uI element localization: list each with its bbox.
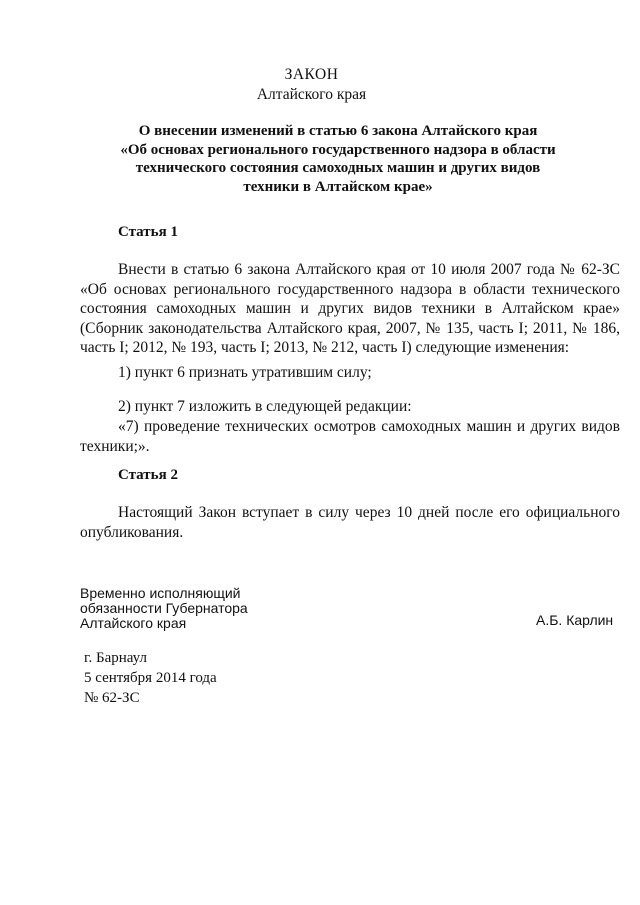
law-title [108, 122, 568, 196]
region-label: Алтайского края [256, 86, 367, 103]
signatory-name: А.Б. Карлин [536, 612, 614, 628]
signatory-position-line: Алтайского края [80, 615, 187, 631]
law-number-label: № 62-ЗС [84, 690, 140, 706]
article-1-item-2-text-line: техники;». [80, 437, 150, 455]
law-title-line: О внесении изменений в статью 6 закона Алтайского края [138, 123, 538, 139]
signatory-position-line: Временно исполняющий [80, 585, 241, 601]
article-2-text-line: опубликования. [80, 523, 184, 541]
article-2-text-line: Настоящий Закон вступает в силу через 10 дней после его официального [118, 504, 620, 521]
signatory-position-line: обязанности Губернатора [80, 600, 248, 616]
law-title-line: «Об основах регионального государственного надзора в области [120, 141, 556, 158]
article-1-intro-line: Внести в статью 6 закона Алтайского края от 10 июля 2007 года № 62-ЗС [118, 261, 620, 278]
article-1-heading: Статья 1 [118, 224, 178, 240]
article-1-item-1: 1) пункт 6 признать утратившим силу; [118, 364, 372, 381]
article-1-intro-line: (Сборник законодательства Алтайского края, 2007, № 135, часть I; 2011, № 186, [80, 319, 620, 337]
article-2-text [80, 503, 620, 542]
law-title-line: технического состояния самоходных машин и других видов [135, 160, 541, 176]
article-2-heading: Статья 2 [118, 467, 178, 483]
article-1-intro-line: «Об основах регионального государственного надзора в области технического [80, 280, 620, 298]
date-label: 5 сентября 2014 года [84, 670, 217, 686]
city-label: г. Барнаул [84, 650, 147, 666]
article-1-intro [80, 260, 620, 358]
article-1-intro-line: часть I; 2012, № 193, часть I; 2013, № 212, часть I) следующие изменения: [80, 339, 570, 356]
article-1-intro-line: состояния самоходных машин и других видов техники в Алтайском крае» [80, 300, 620, 317]
signatory-position [80, 586, 248, 631]
article-1-item-2-text [80, 417, 620, 456]
place-date-number [84, 648, 217, 708]
law-label: ЗАКОН [284, 66, 339, 83]
article-1-item-2: 2) пункт 7 изложить в следующей редакции: [118, 398, 412, 415]
article-1-item-2-text-line: «7) проведение технических осмотров самоходных машин и других видов [118, 418, 620, 435]
law-title-line: техники в Алтайском крае» [243, 178, 433, 195]
